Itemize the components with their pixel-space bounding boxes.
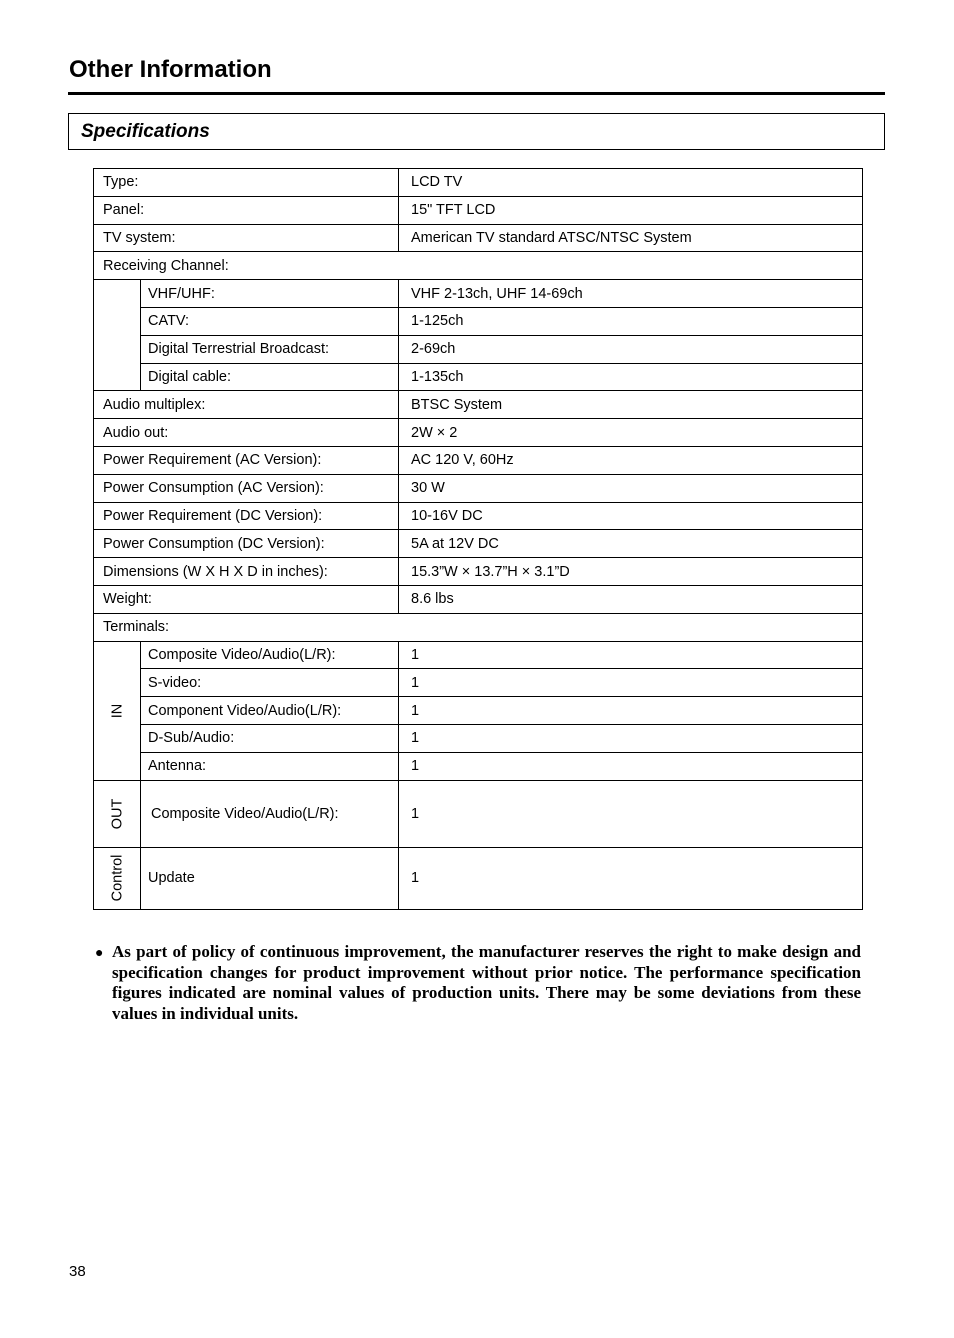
spec-value: 1 [399,780,863,847]
spec-value: 1 [399,752,863,780]
table-row [94,224,863,252]
table-row [94,641,863,669]
spec-label: VHF/UHF: [141,280,399,308]
spec-label: Weight: [94,585,399,613]
spec-value: BTSC System [399,391,863,419]
spec-value: 1-125ch [399,307,863,335]
control-group-cell [94,847,141,909]
spec-value: LCD TV [399,169,863,197]
spec-label: Digital Terrestrial Broadcast: [141,335,399,363]
spec-label: Audio multiplex: [94,391,399,419]
table-row [94,252,863,280]
specifications-table [93,168,863,910]
in-group-cell [94,641,141,780]
table-row [94,169,863,197]
bullet-icon: ● [95,944,104,960]
spec-value: 15.3”W × 13.7”H × 3.1”D [399,558,863,586]
spec-label: Component Video/Audio(L/R): [141,697,399,725]
spec-label: Dimensions (W X H X D in inches): [94,558,399,586]
spec-label: Digital cable: [141,363,399,391]
page-title: Other Information [69,56,272,83]
table-row [94,669,863,697]
spec-value: 1 [399,641,863,669]
spec-value: 1 [399,669,863,697]
spec-label: Type: [94,169,399,197]
table-row [94,530,863,558]
disclaimer-text: As part of policy of continuous improvement, the manufacturer reserves the right to make design and specification changes for product improvement without prior notice. The performance specification figures indicated are nominal values of production units. There may be some deviations from these values in individual units. [112,942,861,1023]
spec-value: 2-69ch [399,335,863,363]
table-row [94,585,863,613]
spec-group-heading: Terminals: [94,613,863,641]
table-row [94,613,863,641]
spec-label: TV system: [94,224,399,252]
table-row [94,502,863,530]
spec-value: 5A at 12V DC [399,530,863,558]
table-row [94,419,863,447]
spec-value: American TV standard ATSC/NTSC System [399,224,863,252]
table-row [94,752,863,780]
spec-value: 8.6 lbs [399,585,863,613]
in-group-label: IN [109,703,125,718]
spec-value: 15" TFT LCD [399,196,863,224]
out-group-label: OUT [108,798,125,829]
table-row [94,780,863,847]
table-row [94,847,863,909]
receiving-group-cell [94,280,141,391]
table-row [94,697,863,725]
table-row [94,196,863,224]
spec-value: 2W × 2 [399,419,863,447]
table-row [94,307,863,335]
spec-label: CATV: [141,307,399,335]
spec-value: 1-135ch [399,363,863,391]
disclaimer-note [95,942,861,1024]
table-row [94,391,863,419]
table-row [94,335,863,363]
spec-value: 1 [399,847,863,909]
spec-value: 1 [399,724,863,752]
table-row [94,558,863,586]
table-row [94,280,863,308]
section-header-box [68,113,885,150]
spec-label: Composite Video/Audio(L/R): [141,641,399,669]
control-group-label: Control [109,854,126,902]
spec-label: S-video: [141,669,399,697]
spec-label: D-Sub/Audio: [141,724,399,752]
table-row [94,474,863,502]
spec-value: AC 120 V, 60Hz [399,446,863,474]
spec-value: 30 W [399,474,863,502]
spec-label: Power Consumption (DC Version): [94,530,399,558]
spec-value: 10-16V DC [399,502,863,530]
out-group-cell [94,780,141,847]
table-row [94,724,863,752]
table-row [94,446,863,474]
spec-label: Panel: [94,196,399,224]
spec-label: Power Requirement (DC Version): [94,502,399,530]
spec-value: 1 [399,697,863,725]
section-title: Specifications [81,121,210,142]
spec-label: Update [141,847,399,909]
table-row [94,363,863,391]
page-number: 38 [69,1263,86,1280]
spec-group-heading: Receiving Channel: [94,252,863,280]
spec-label: Power Consumption (AC Version): [94,474,399,502]
spec-label: Power Requirement (AC Version): [94,446,399,474]
spec-label: Composite Video/Audio(L/R): [141,780,399,847]
spec-value: VHF 2-13ch, UHF 14-69ch [399,280,863,308]
spec-label: Antenna: [141,752,399,780]
title-rule [68,92,885,95]
spec-label: Audio out: [94,419,399,447]
